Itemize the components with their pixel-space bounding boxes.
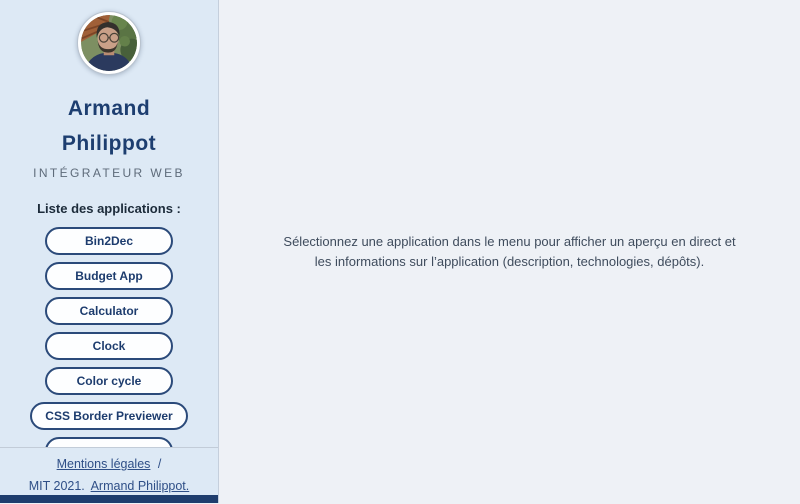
app-button-bin2dec[interactable]: Bin2Dec bbox=[45, 227, 173, 255]
apps-list-item bbox=[45, 262, 173, 290]
footer-separator: / bbox=[157, 457, 162, 471]
footer-license-line bbox=[0, 479, 218, 494]
app-button-css-border-previewer[interactable]: CSS Border Previewer bbox=[30, 402, 187, 430]
profile-name bbox=[62, 91, 156, 161]
apps-list-item bbox=[45, 367, 173, 395]
main-panel bbox=[219, 0, 800, 503]
profile-name-line1: Armand bbox=[67, 97, 151, 120]
apps-list-heading: Liste des applications : bbox=[37, 201, 181, 216]
sidebar-bottom-bar bbox=[0, 495, 218, 503]
apps-list bbox=[0, 227, 218, 447]
app-button-clock[interactable]: Clock bbox=[45, 332, 173, 360]
app-button-color-cycle[interactable]: Color cycle bbox=[45, 367, 173, 395]
job-title: INTÉGRATEUR WEB bbox=[33, 166, 185, 180]
apps-list-item bbox=[30, 402, 187, 430]
avatar bbox=[77, 11, 141, 75]
author-link[interactable]: Armand Philippot. bbox=[90, 479, 190, 493]
empty-state-message: Sélectionnez une application dans le menu pour afficher un aperçu en direct et les informations sur l’application (description, technologies, dépôts). bbox=[283, 233, 736, 269]
apps-list-item bbox=[45, 297, 173, 325]
app-button-partial[interactable] bbox=[45, 437, 173, 447]
legal-link[interactable]: Mentions légales bbox=[56, 457, 151, 471]
license-text: MIT 2021. bbox=[28, 479, 85, 493]
app-button-budget-app[interactable]: Budget App bbox=[45, 262, 173, 290]
apps-list-item bbox=[45, 227, 173, 255]
apps-list-item bbox=[45, 332, 173, 360]
app-button-calculator[interactable]: Calculator bbox=[45, 297, 173, 325]
footer-legal-line bbox=[0, 457, 218, 472]
avatar-photo bbox=[81, 15, 137, 71]
apps-nav bbox=[0, 216, 218, 447]
sidebar bbox=[0, 0, 219, 503]
apps-list-item bbox=[45, 437, 173, 447]
profile-name-line2: Philippot bbox=[61, 132, 157, 155]
